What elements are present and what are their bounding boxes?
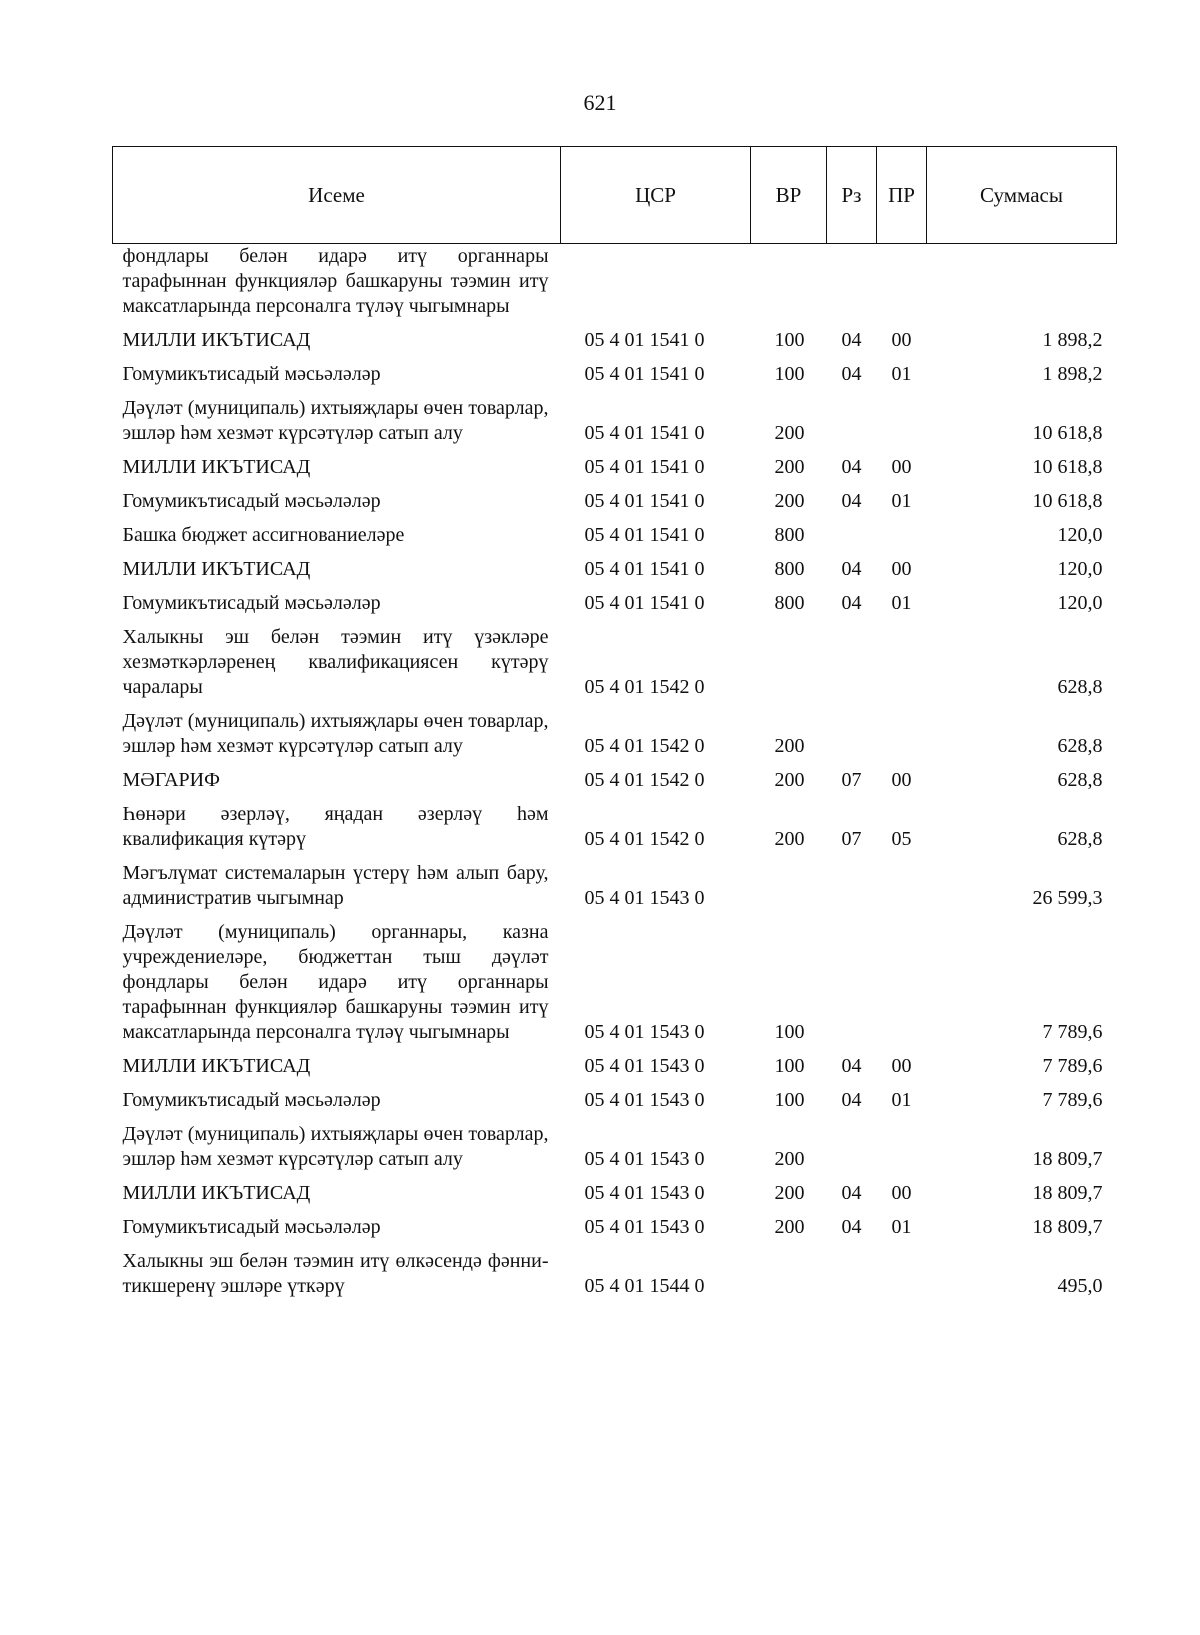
cell-pr: 01 [891, 363, 912, 385]
header-vr: ВР [751, 147, 827, 244]
cell-vr [751, 244, 827, 324]
cell-csr: 05 4 01 1541 0 [584, 329, 705, 351]
cell-name: Дәүләт (муниципаль) ихтыяҗлары өчен товарлар, эшләр һәм хезмәт күрсәтүләр сатып алу [122, 710, 549, 757]
cell-name: МИЛЛИ ИКЪТИСАД [122, 558, 311, 580]
cell-pr: 00 [891, 558, 912, 580]
table-row [113, 704, 1117, 763]
cell-rz [827, 518, 877, 552]
cell-sum: 628,8 [1057, 676, 1103, 698]
table-row [113, 620, 1117, 704]
cell-vr: 200 [774, 490, 805, 512]
table-row [113, 763, 1117, 797]
cell-vr: 200 [774, 769, 805, 791]
cell-rz: 04 [841, 1089, 862, 1111]
cell-sum: 18 809,7 [1032, 1216, 1103, 1238]
cell-sum: 10 618,8 [1032, 422, 1103, 444]
cell-pr [877, 856, 927, 915]
cell-pr [877, 620, 927, 704]
cell-rz [827, 244, 877, 324]
cell-pr: 00 [891, 769, 912, 791]
cell-pr [877, 1244, 927, 1303]
cell-name: Һөнәри әзерләү, яңадан әзерләү һәм квалификация күтәрү [122, 803, 549, 850]
cell-name: МИЛЛИ ИКЪТИСАД [122, 456, 311, 478]
header-csr: ЦСР [561, 147, 751, 244]
cell-pr: 00 [891, 329, 912, 351]
cell-sum: 10 618,8 [1032, 456, 1103, 478]
cell-vr [751, 856, 827, 915]
cell-sum: 628,8 [1057, 769, 1103, 791]
cell-sum [927, 244, 1117, 324]
cell-vr: 200 [774, 456, 805, 478]
table-row [113, 1244, 1117, 1303]
cell-csr: 05 4 01 1542 0 [584, 769, 705, 791]
table-row [113, 856, 1117, 915]
cell-rz: 04 [841, 558, 862, 580]
cell-csr: 05 4 01 1541 0 [584, 558, 705, 580]
cell-rz: 04 [841, 329, 862, 351]
cell-csr: 05 4 01 1542 0 [584, 828, 705, 850]
cell-rz: 04 [841, 1216, 862, 1238]
cell-pr [877, 704, 927, 763]
cell-name: Дәүләт (муниципаль) ихтыяҗлары өчен товарлар, эшләр һәм хезмәт күрсәтүләр сатып алу [122, 1123, 549, 1170]
cell-sum: 1 898,2 [1042, 363, 1103, 385]
header-pr: ПР [877, 147, 927, 244]
cell-sum: 495,0 [1057, 1275, 1103, 1297]
cell-pr: 00 [891, 1182, 912, 1204]
table-row [113, 450, 1117, 484]
cell-sum: 10 618,8 [1032, 490, 1103, 512]
cell-csr: 05 4 01 1541 0 [584, 592, 705, 614]
table-row [113, 586, 1117, 620]
cell-rz [827, 620, 877, 704]
table-row [113, 552, 1117, 586]
cell-csr: 05 4 01 1542 0 [584, 676, 705, 698]
table-header [113, 147, 1117, 244]
cell-name: Гомумикътисадый мәсьәләләр [122, 1216, 381, 1238]
table-row [113, 1176, 1117, 1210]
cell-rz: 07 [841, 828, 862, 850]
header-name: Исеме [113, 147, 561, 244]
cell-csr: 05 4 01 1541 0 [584, 422, 705, 444]
cell-vr: 200 [774, 735, 805, 757]
cell-csr: 05 4 01 1541 0 [584, 363, 705, 385]
cell-sum: 7 789,6 [1042, 1055, 1103, 1077]
header-sum: Суммасы [927, 147, 1117, 244]
cell-vr [751, 620, 827, 704]
cell-pr [877, 391, 927, 450]
cell-sum: 628,8 [1057, 735, 1103, 757]
cell-vr: 800 [774, 592, 805, 614]
table-row [113, 518, 1117, 552]
page-number: 621 [583, 90, 617, 115]
cell-rz: 04 [841, 1182, 862, 1204]
table-body [113, 244, 1117, 1304]
cell-rz [827, 391, 877, 450]
cell-name: Гомумикътисадый мәсьәләләр [122, 592, 381, 614]
cell-csr: 05 4 01 1541 0 [584, 490, 705, 512]
table-row [113, 391, 1117, 450]
cell-sum: 26 599,3 [1032, 887, 1103, 909]
cell-pr: 01 [891, 1089, 912, 1111]
table-row [113, 1083, 1117, 1117]
cell-name: Гомумикътисадый мәсьәләләр [122, 490, 381, 512]
cell-vr: 100 [774, 1089, 805, 1111]
cell-pr: 01 [891, 592, 912, 614]
cell-csr: 05 4 01 1543 0 [584, 1021, 705, 1043]
cell-pr [877, 915, 927, 1049]
cell-rz: 04 [841, 363, 862, 385]
cell-sum: 1 898,2 [1042, 329, 1103, 351]
cell-vr [751, 1244, 827, 1303]
cell-name: МИЛЛИ ИКЪТИСАД [122, 1182, 311, 1204]
cell-sum: 120,0 [1057, 592, 1103, 614]
header-rz: Рз [827, 147, 877, 244]
cell-csr: 05 4 01 1543 0 [584, 1216, 705, 1238]
table-row [113, 1117, 1117, 1176]
cell-vr: 200 [774, 828, 805, 850]
table-row [113, 244, 1117, 324]
cell-sum: 7 789,6 [1042, 1089, 1103, 1111]
cell-pr [877, 1117, 927, 1176]
cell-vr: 200 [774, 422, 805, 444]
cell-sum: 628,8 [1057, 828, 1103, 850]
cell-csr: 05 4 01 1543 0 [584, 1148, 705, 1170]
cell-rz: 04 [841, 490, 862, 512]
cell-pr: 00 [891, 456, 912, 478]
cell-csr: 05 4 01 1544 0 [584, 1275, 705, 1297]
cell-sum: 18 809,7 [1032, 1148, 1103, 1170]
cell-name: Халыкны эш белән тәэмин итү өлкәсендә фәнни-тикшеренү эшләре үткәрү [122, 1250, 549, 1297]
cell-sum: 7 789,6 [1042, 1021, 1103, 1043]
cell-name: фондлары белән идарә итү органнары тарафыннан функцияләр башкаруны тәэмин итү максатларында персоналга түләү чыгымнары [122, 245, 549, 317]
cell-pr: 00 [891, 1055, 912, 1077]
cell-vr: 200 [774, 1216, 805, 1238]
cell-vr: 800 [774, 558, 805, 580]
cell-rz: 04 [841, 1055, 862, 1077]
table-row [113, 357, 1117, 391]
cell-csr: 05 4 01 1543 0 [584, 1055, 705, 1077]
cell-csr: 05 4 01 1542 0 [584, 735, 705, 757]
cell-sum: 120,0 [1057, 558, 1103, 580]
table-row [113, 484, 1117, 518]
cell-csr: 05 4 01 1543 0 [584, 887, 705, 909]
cell-vr: 100 [774, 1055, 805, 1077]
cell-name: Башка бюджет ассигнованиеләре [122, 524, 405, 546]
cell-rz: 07 [841, 769, 862, 791]
cell-name: МИЛЛИ ИКЪТИСАД [122, 329, 311, 351]
cell-name: Гомумикътисадый мәсьәләләр [122, 1089, 381, 1111]
cell-name: Гомумикътисадый мәсьәләләр [122, 363, 381, 385]
cell-vr: 100 [774, 329, 805, 351]
table-row [113, 323, 1117, 357]
cell-name: Халыкны эш белән тәэмин итү үзәкләре хезмәткәрләренең квалификациясен күтәрү чаралары [122, 626, 549, 698]
cell-rz [827, 704, 877, 763]
cell-csr [561, 244, 751, 324]
cell-rz: 04 [841, 456, 862, 478]
cell-name: Дәүләт (муниципаль) органнары, казна учреждениеләре, бюджеттан тыш дәүләт фондлары белән идарә итү органнары тарафыннан функцияләр башкаруны тәэмин итү максатларында персоналга түләү чыгымнары [122, 921, 549, 1043]
cell-vr: 200 [774, 1182, 805, 1204]
cell-rz [827, 856, 877, 915]
table-row [113, 915, 1117, 1049]
cell-pr: 01 [891, 490, 912, 512]
cell-rz [827, 1244, 877, 1303]
cell-rz [827, 1117, 877, 1176]
cell-csr: 05 4 01 1541 0 [584, 524, 705, 546]
cell-pr: 01 [891, 1216, 912, 1238]
budget-table [112, 146, 1117, 1303]
cell-sum: 18 809,7 [1032, 1182, 1103, 1204]
cell-vr: 800 [774, 524, 805, 546]
cell-vr: 100 [774, 1021, 805, 1043]
table-row [113, 1049, 1117, 1083]
cell-pr [877, 518, 927, 552]
cell-rz [827, 915, 877, 1049]
table-row [113, 797, 1117, 856]
cell-csr: 05 4 01 1541 0 [584, 456, 705, 478]
cell-name: Дәүләт (муниципаль) ихтыяҗлары өчен товарлар, эшләр һәм хезмәт күрсәтүләр сатып алу [122, 397, 549, 444]
cell-vr: 100 [774, 363, 805, 385]
cell-name: МИЛЛИ ИКЪТИСАД [122, 1055, 311, 1077]
cell-name: Мәгълүмат системаларын үстерү һәм алып бару, административ чыгымнар [122, 862, 549, 909]
table-row [113, 1210, 1117, 1244]
cell-sum: 120,0 [1057, 524, 1103, 546]
cell-csr: 05 4 01 1543 0 [584, 1182, 705, 1204]
cell-pr [877, 244, 927, 324]
cell-csr: 05 4 01 1543 0 [584, 1089, 705, 1111]
cell-pr: 05 [891, 828, 912, 850]
cell-rz: 04 [841, 592, 862, 614]
cell-vr: 200 [774, 1148, 805, 1170]
cell-name: МӘГАРИФ [122, 769, 220, 791]
